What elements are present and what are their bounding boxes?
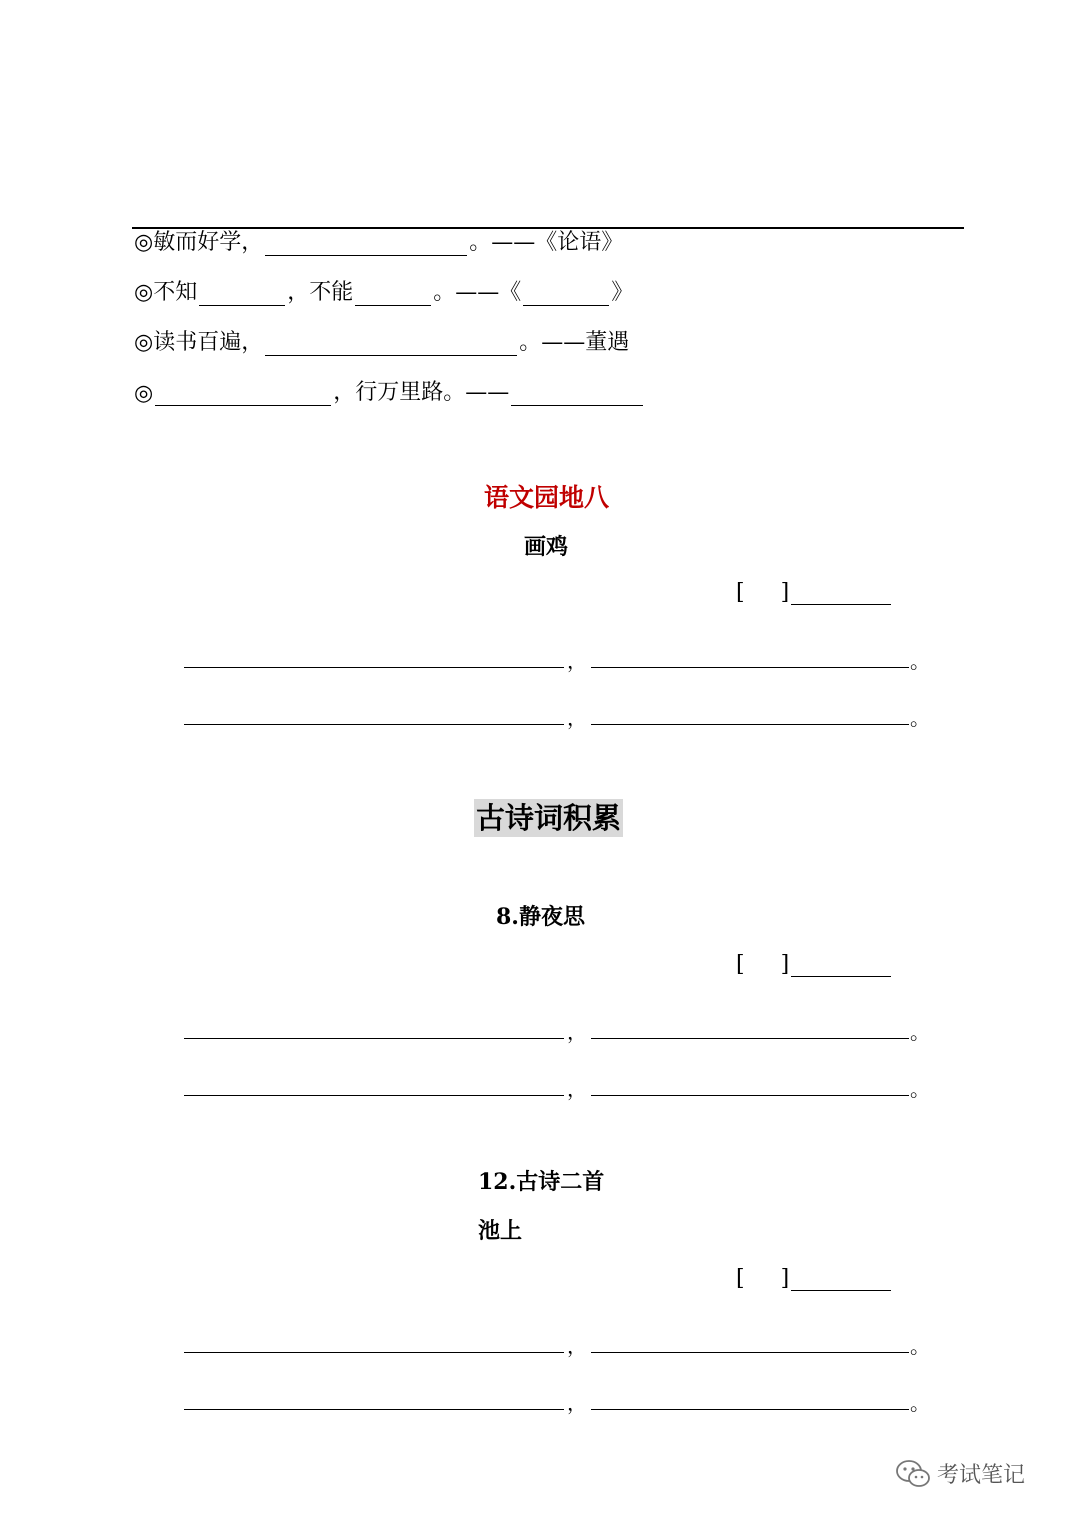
proverb-2-blank-3[interactable] — [523, 283, 609, 306]
wechat-icon — [895, 1459, 931, 1489]
bracket-close: ] — [780, 580, 790, 605]
gushi-title: 12.古诗二首 — [478, 1169, 605, 1195]
proverb-2-blank-2[interactable] — [355, 283, 431, 306]
jingyesi-line-2 — [184, 1072, 930, 1101]
proverb-1 — [134, 232, 623, 256]
proverb-2-text-c: 。——《 — [433, 280, 522, 305]
proverb-1-blank[interactable] — [265, 233, 467, 256]
proverb-1-source: 。——《论语》 — [469, 230, 624, 255]
section-title: 古诗词积累 — [476, 801, 622, 835]
jingyesi-title: 8.静夜思 — [496, 904, 585, 930]
proverb-4-text-b: ，行万里路。—— — [333, 380, 510, 405]
author-blank[interactable] — [791, 954, 891, 977]
bracket-close: ] — [780, 1266, 790, 1291]
proverb-4-text-a: ◎ — [134, 381, 154, 406]
period: 。 — [910, 649, 930, 673]
poem-blank[interactable] — [184, 667, 564, 668]
chishang-title: 池上 — [478, 1218, 523, 1244]
proverb-2-text-a: ◎不知 — [134, 280, 198, 305]
proverb-1-text: ◎敏而好学， — [134, 230, 264, 255]
poem-blank[interactable] — [591, 1409, 909, 1410]
poem-blank[interactable] — [184, 1095, 564, 1096]
period: 。 — [910, 1391, 930, 1415]
period: 。 — [910, 1020, 930, 1044]
poem-blank[interactable] — [184, 1038, 564, 1039]
proverb-3-text: ◎读书百遍， — [134, 330, 264, 355]
period: 。 — [910, 1334, 930, 1358]
comma: ， — [567, 1077, 587, 1101]
proverb-2-blank-1[interactable] — [199, 283, 285, 306]
poem-blank[interactable] — [591, 667, 909, 668]
chishang-line-1 — [184, 1329, 930, 1358]
jingyesi-line-1 — [184, 1015, 930, 1044]
comma: ， — [567, 1020, 587, 1044]
chishang-author-line — [736, 1266, 891, 1291]
huaji-author-line — [736, 580, 891, 605]
poem-blank[interactable] — [184, 1352, 564, 1353]
period: 。 — [910, 706, 930, 730]
bracket-open: [ — [736, 580, 745, 605]
bracket-close: ] — [780, 952, 790, 977]
proverb-2 — [134, 282, 633, 306]
proverb-2-text-d: 》 — [611, 280, 634, 305]
proverb-3-blank[interactable] — [265, 333, 517, 356]
author-blank[interactable] — [791, 582, 891, 605]
proverb-3 — [134, 332, 629, 356]
yuwen-heading: 语文园地八 — [484, 483, 610, 512]
watermark — [895, 1458, 1025, 1489]
proverb-4-blank-2[interactable] — [511, 383, 643, 406]
comma: ， — [567, 649, 587, 673]
author-blank[interactable] — [791, 1268, 891, 1291]
comma: ， — [567, 1334, 587, 1358]
poem-blank[interactable] — [591, 724, 909, 725]
proverb-3-source: 。——董遇 — [519, 330, 630, 355]
proverb-4-blank-1[interactable] — [155, 383, 331, 406]
poem-blank[interactable] — [591, 1095, 909, 1096]
period: 。 — [910, 1077, 930, 1101]
poem-blank[interactable] — [184, 724, 564, 725]
huaji-line-1 — [184, 644, 930, 673]
proverb-4 — [134, 382, 645, 406]
huaji-title: 画鸡 — [524, 534, 569, 560]
poem-blank[interactable] — [591, 1352, 909, 1353]
huaji-line-2 — [184, 701, 930, 730]
comma: ， — [567, 1391, 587, 1415]
jingyesi-author-line — [736, 952, 891, 977]
poem-blank[interactable] — [591, 1038, 909, 1039]
watermark-text: 考试笔记 — [937, 1463, 1026, 1488]
poem-blank[interactable] — [184, 1409, 564, 1410]
chishang-line-2 — [184, 1386, 930, 1415]
proverb-2-text-b: ，不能 — [287, 280, 354, 305]
comma: ， — [567, 706, 587, 730]
bracket-open: [ — [736, 952, 745, 977]
bracket-open: [ — [736, 1266, 745, 1291]
